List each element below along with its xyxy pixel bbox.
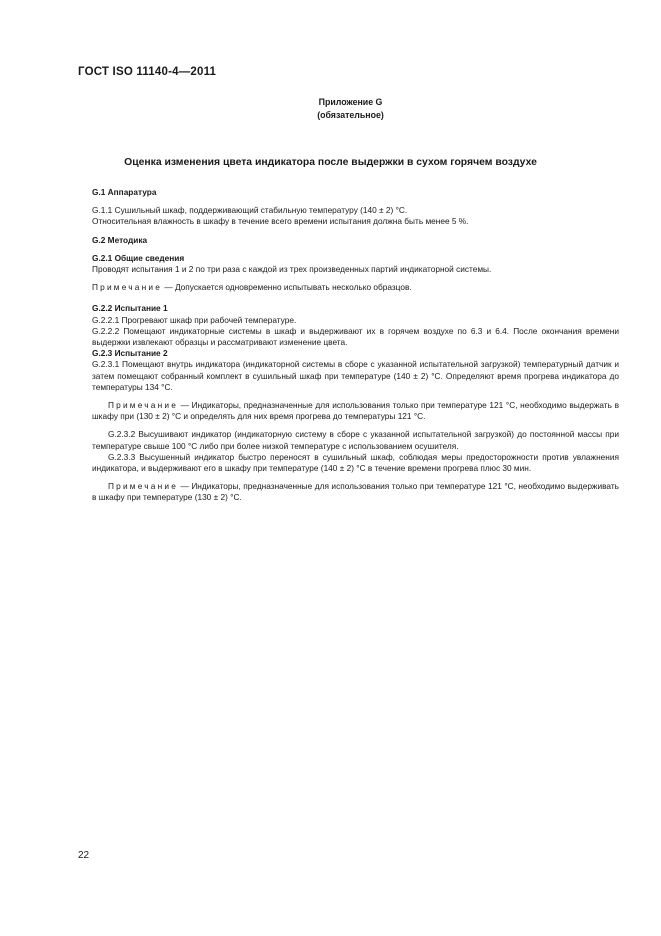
clause-g2-3-2: G.2.3.2 Высушивают индикатор (индикаторную систему в сборе с указанной испытательной загрузкой) до постоянной массы при температуре свыше 100 °C либо при более низкой температуре с использованием осушителя. <box>92 429 619 451</box>
annex-body <box>92 187 619 504</box>
annex-label: Приложение G <box>318 97 383 107</box>
note-label: Примечание <box>92 282 163 293</box>
page-number: 22 <box>78 850 90 861</box>
annex-title: Оценка изменения цвета индикатора после выдержки в сухом горячем воздухе <box>124 157 537 168</box>
clause-g2-2-2: G.2.2.2 Помещают индикаторные системы в шкаф и выдерживают их в горячем воздухе по 6.3 и 6.4. После окончания времени выдержки извлекают образцы и рассматривают изменение цвета. <box>92 325 619 348</box>
section-heading-g2-2: G.2.2 Испытание 1 <box>92 303 168 314</box>
clause-g1-1: G.1.1 Сушильный шкаф, поддерживающий стабильную температуру (140 ± 2) °C. <box>92 205 408 216</box>
clause-g2-3-3: G.2.3.3 Высушенный индикатор быстро переносят в сушильный шкаф, соблюдая меры предосторожности против увлажнения индикатора, и выдерживают его в шкафу при температуре (140 ± 2) °C в течение времени прогрева плюс 30 мин. <box>92 451 619 474</box>
section-heading-g1: G.1 Аппаратура <box>92 187 157 197</box>
note-label: Примечание <box>108 400 179 411</box>
clause-g2-1-text: Проводят испытания 1 и 2 по три раза с каждой из трех произведенных партий индикаторной системы. <box>92 264 492 275</box>
section-heading-g2-3: G.2.3 Испытание 2 <box>92 348 168 359</box>
note-3-text: — Индикаторы, предназначенные для использования только при температуре 121 °C, необходимо выдерживать в шкафу при температуре (130 ± 2) °C. <box>92 481 619 503</box>
section-heading-g2-1: G.2.1 Общие сведения <box>92 252 185 263</box>
section-heading-g2: G.2 Методика <box>92 234 148 245</box>
clause-g1-humidity: Относительная влажность в шкафу в течение всего времени испытания должна быть менее 5 %. <box>92 216 469 227</box>
note-1-text: — Допускается одновременно испытывать несколько образцов. <box>162 282 412 293</box>
clause-g2-3-1: G.2.3.1 Помещают внутрь индикатора (индикаторной системы в сборе с указанной испытательной загрузкой) температурный датчик и затем помещают собранный комплект в сушильный шкаф при температуре (140 ± 2) °C. Определяют время прогрева индикатора до температуры 134 °C. <box>92 359 619 392</box>
clause-g2-2-1: G.2.2.1 Прогревают шкаф при рабочей температуре. <box>92 314 297 325</box>
note-2-text: — Индикаторы, предназначенные для использования только при температуре 121 °C, необходимо выдержать в шкафу при (130 ± 2) °C и определять для них время прогрева до температуры 121 °C. <box>92 400 619 422</box>
note-1 <box>92 282 619 293</box>
note-label: Примечание <box>108 481 179 492</box>
note-2 <box>92 400 619 422</box>
standard-designation: ГОСТ ISO 11140-4—2011 <box>78 66 217 78</box>
note-3 <box>92 481 619 503</box>
annex-status: (обязательное) <box>317 110 384 120</box>
